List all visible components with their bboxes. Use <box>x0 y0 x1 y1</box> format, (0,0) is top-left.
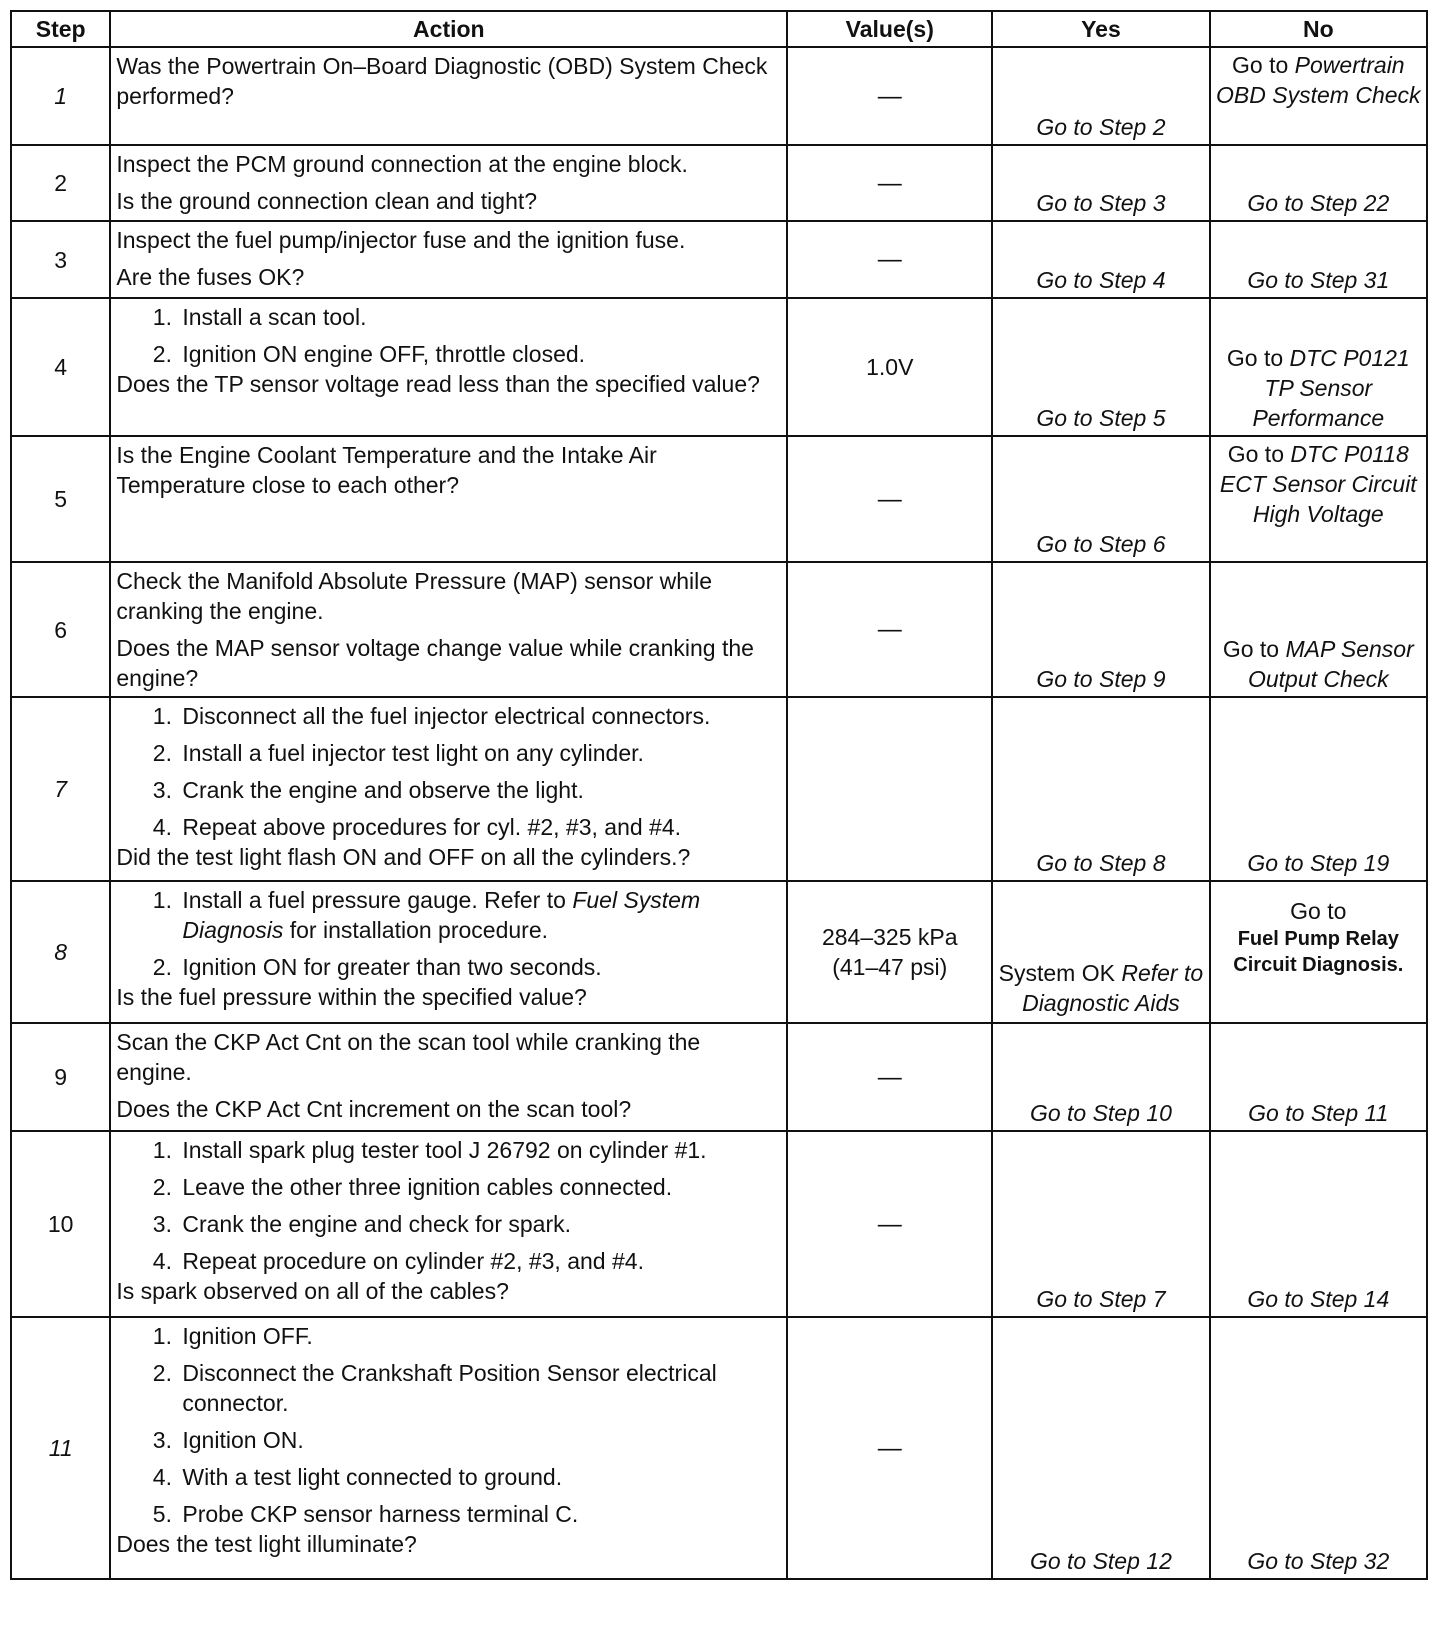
yes-cell <box>992 47 1209 145</box>
yes-link[interactable]: Go to Step 7 <box>1036 1286 1166 1312</box>
value-text: — <box>877 169 902 197</box>
no-cell <box>1210 697 1427 881</box>
list-item: 2. Ignition ON for greater than two seconds. <box>178 952 778 982</box>
list-item: 2. Ignition ON engine OFF, throttle closed. <box>178 339 778 369</box>
action-cell <box>110 881 787 1023</box>
table-row-step-1 <box>11 47 1427 145</box>
action-question: Did the test light flash ON and OFF on all the cylinders.? <box>116 844 691 870</box>
no-link[interactable]: Go to Step 11 <box>1248 1100 1389 1126</box>
table-row-step-5 <box>11 436 1427 562</box>
list-item <box>178 885 778 945</box>
list-item: 2. Install a fuel injector test light on any cylinder. <box>178 738 778 768</box>
action-steps-list <box>116 1135 778 1276</box>
action-cell <box>110 1317 787 1579</box>
no-prefix: Go to <box>1226 345 1284 371</box>
table-header-row <box>11 11 1427 47</box>
yes-link[interactable]: Go to Step 10 <box>1029 1100 1172 1126</box>
action-text: Scan the CKP Act Cnt on the scan tool while cranking the engine. <box>116 1029 701 1085</box>
list-item: 4. Repeat procedure on cylinder #2, #3, and #4. <box>178 1246 778 1276</box>
no-reference-link[interactable]: DTC P0121 TP Sensor Performance <box>1252 345 1410 431</box>
value-cell <box>787 562 992 697</box>
list-item: 3. Crank the engine and observe the light. <box>178 775 778 805</box>
table-row-step-11 <box>11 1317 1427 1579</box>
list-item: 3. Ignition ON. <box>178 1425 778 1455</box>
no-link[interactable]: Go to Step 22 <box>1247 190 1390 216</box>
table-row-step-9 <box>11 1023 1427 1131</box>
yes-prefix: System OK <box>998 960 1115 986</box>
no-prefix: Go to <box>1290 898 1347 924</box>
list-item: 2. Leave the other three ignition cables connected. <box>178 1172 778 1202</box>
step-number: 1 <box>11 47 110 145</box>
step-number: 8 <box>11 881 110 1023</box>
list-item: 1. Ignition OFF. <box>178 1321 778 1351</box>
yes-link[interactable]: Go to Step 3 <box>1036 190 1166 216</box>
action-steps-list <box>116 885 778 982</box>
action-question: Is the ground connection clean and tight? <box>116 188 538 214</box>
value-cell <box>787 47 992 145</box>
step-number: 9 <box>11 1023 110 1131</box>
table-row-step-2 <box>11 145 1427 221</box>
no-reference-link[interactable]: MAP Sensor Output Check <box>1247 636 1414 692</box>
yes-cell <box>992 145 1209 221</box>
step-number: 10 <box>11 1131 110 1317</box>
action-steps-list <box>116 302 778 369</box>
value-cell <box>787 697 992 881</box>
step-number: 7 <box>11 697 110 881</box>
action-question: Is the fuel pressure within the specified value? <box>116 984 587 1010</box>
action-cell <box>110 1131 787 1317</box>
list-item: 4. Repeat above procedures for cyl. #2, #3, and #4. <box>178 812 778 842</box>
list-item-text: for installation procedure. <box>283 917 549 943</box>
list-item: 4. With a test light connected to ground. <box>178 1462 778 1492</box>
yes-cell <box>992 881 1209 1023</box>
action-cell <box>110 145 787 221</box>
action-question: Does the TP sensor voltage read less than the specified value? <box>116 371 760 397</box>
list-item: 3. Crank the engine and check for spark. <box>178 1209 778 1239</box>
value-cell <box>787 1131 992 1317</box>
list-item: 2. Disconnect the Crankshaft Position Sensor electrical connector. <box>178 1358 778 1418</box>
step-number: 2 <box>11 145 110 221</box>
no-link[interactable]: Go to Step 31 <box>1247 267 1390 293</box>
list-item: 1. Install a scan tool. <box>178 302 778 332</box>
step-number: 11 <box>11 1317 110 1579</box>
yes-link[interactable]: Go to Step 9 <box>1036 666 1166 692</box>
no-prefix: Go to <box>1227 441 1284 467</box>
table-row-step-6 <box>11 562 1427 697</box>
action-question: Does the test light illuminate? <box>116 1531 417 1557</box>
yes-link[interactable]: Go to Step 5 <box>1036 405 1166 431</box>
value-text: — <box>877 246 902 273</box>
list-item: 5. Probe CKP sensor harness terminal C. <box>178 1499 778 1529</box>
action-question: Is spark observed on all of the cables? <box>116 1278 509 1304</box>
no-link[interactable]: Go to Step 32 <box>1247 1548 1390 1574</box>
value-text: — <box>877 1210 902 1238</box>
no-cell <box>1210 1131 1427 1317</box>
value-cell <box>787 1317 992 1579</box>
yes-cell <box>992 221 1209 298</box>
value-cell <box>787 145 992 221</box>
yes-cell <box>992 298 1209 436</box>
yes-link[interactable]: Go to Step 12 <box>1029 1548 1172 1574</box>
value-text: — <box>877 616 902 643</box>
yes-link[interactable]: Go to Step 4 <box>1036 267 1166 293</box>
no-cell <box>1210 1317 1427 1579</box>
value-cell <box>787 881 992 1023</box>
header-no: No <box>1210 11 1427 47</box>
no-cell <box>1210 298 1427 436</box>
table-row-step-4 <box>11 298 1427 436</box>
action-cell <box>110 221 787 298</box>
no-cell <box>1210 221 1427 298</box>
action-cell <box>110 47 787 145</box>
table-row-step-3 <box>11 221 1427 298</box>
value-cell <box>787 298 992 436</box>
value-text: — <box>877 1063 902 1091</box>
no-cell <box>1210 881 1427 1023</box>
no-reference-link[interactable]: Powertrain OBD System Check <box>1216 52 1421 108</box>
table-row-step-8 <box>11 881 1427 1023</box>
yes-link[interactable]: Go to Step 2 <box>1036 114 1166 140</box>
no-link[interactable]: Go to Step 19 <box>1247 850 1390 876</box>
diagnostic-table-page <box>10 10 1428 1580</box>
value-cell <box>787 1023 992 1131</box>
action-question: Does the CKP Act Cnt increment on the scan tool? <box>116 1096 632 1122</box>
action-text: Check the Manifold Absolute Pressure (MAP) sensor while cranking the engine. <box>116 568 713 624</box>
header-action: Action <box>110 11 787 47</box>
list-item: 1. Install spark plug tester tool J 26792 on cylinder #1. <box>178 1135 778 1165</box>
action-text: Inspect the PCM ground connection at the engine block. <box>116 151 688 177</box>
action-steps-list <box>116 1321 778 1529</box>
value-text: — <box>877 82 902 110</box>
no-link[interactable]: Go to Step 14 <box>1247 1286 1390 1312</box>
action-cell <box>110 298 787 436</box>
action-text: Is the Engine Coolant Temperature and the Intake Air Temperature close to each other? <box>116 442 657 498</box>
step-number: 6 <box>11 562 110 697</box>
value-cell <box>787 436 992 562</box>
yes-cell <box>992 436 1209 562</box>
list-item-text: Install a fuel pressure gauge. Refer to <box>182 887 573 913</box>
action-cell <box>110 562 787 697</box>
action-text: Inspect the fuel pump/injector fuse and the ignition fuse. <box>116 227 686 253</box>
action-cell <box>110 1023 787 1131</box>
table-row-step-7 <box>11 697 1427 881</box>
value-text: — <box>877 1434 902 1462</box>
no-prefix: Go to <box>1232 52 1289 78</box>
action-question: Are the fuses OK? <box>116 264 305 290</box>
action-steps-list <box>116 701 778 842</box>
yes-link[interactable]: Go to Step 8 <box>1036 850 1166 876</box>
diagnostic-aids-reference[interactable]: Refer to Diagnostic Aids <box>1022 960 1204 1016</box>
table-row-step-10 <box>11 1131 1427 1317</box>
value-text: 1.0V <box>866 354 914 380</box>
yes-cell <box>992 1131 1209 1317</box>
no-cell <box>1210 145 1427 221</box>
value-text: 284–325 kPa (41–47 psi) <box>821 924 958 980</box>
no-cell <box>1210 562 1427 697</box>
no-cell <box>1210 436 1427 562</box>
yes-cell <box>992 1023 1209 1131</box>
list-item: 1. Disconnect all the fuel injector electrical connectors. <box>178 701 778 731</box>
step-number: 3 <box>11 221 110 298</box>
yes-link[interactable]: Go to Step 6 <box>1036 531 1166 557</box>
header-yes: Yes <box>992 11 1209 47</box>
step-number: 5 <box>11 436 110 562</box>
value-text: — <box>877 485 902 513</box>
yes-cell <box>992 1317 1209 1579</box>
diagnostic-table <box>10 10 1428 1580</box>
fuel-pump-relay-reference[interactable]: Fuel Pump Relay Circuit Diagnosis. <box>1233 928 1404 976</box>
no-cell <box>1210 1023 1427 1131</box>
fuel-system-diagnosis-reference[interactable]: Fuel System Diagnosis <box>182 887 701 943</box>
yes-cell <box>992 562 1209 697</box>
action-question: Does the MAP sensor voltage change value while cranking the engine? <box>116 635 754 691</box>
no-reference-link[interactable]: DTC P0118 ECT Sensor Circuit High Voltage <box>1219 441 1417 527</box>
header-values: Value(s) <box>787 11 992 47</box>
yes-cell <box>992 697 1209 881</box>
action-cell <box>110 697 787 881</box>
header-step: Step <box>11 11 110 47</box>
no-cell <box>1210 47 1427 145</box>
no-prefix: Go to <box>1222 636 1280 662</box>
value-cell <box>787 221 992 298</box>
step-number: 4 <box>11 298 110 436</box>
action-cell <box>110 436 787 562</box>
action-text: Was the Powertrain On–Board Diagnostic (OBD) System Check performed? <box>116 53 768 109</box>
